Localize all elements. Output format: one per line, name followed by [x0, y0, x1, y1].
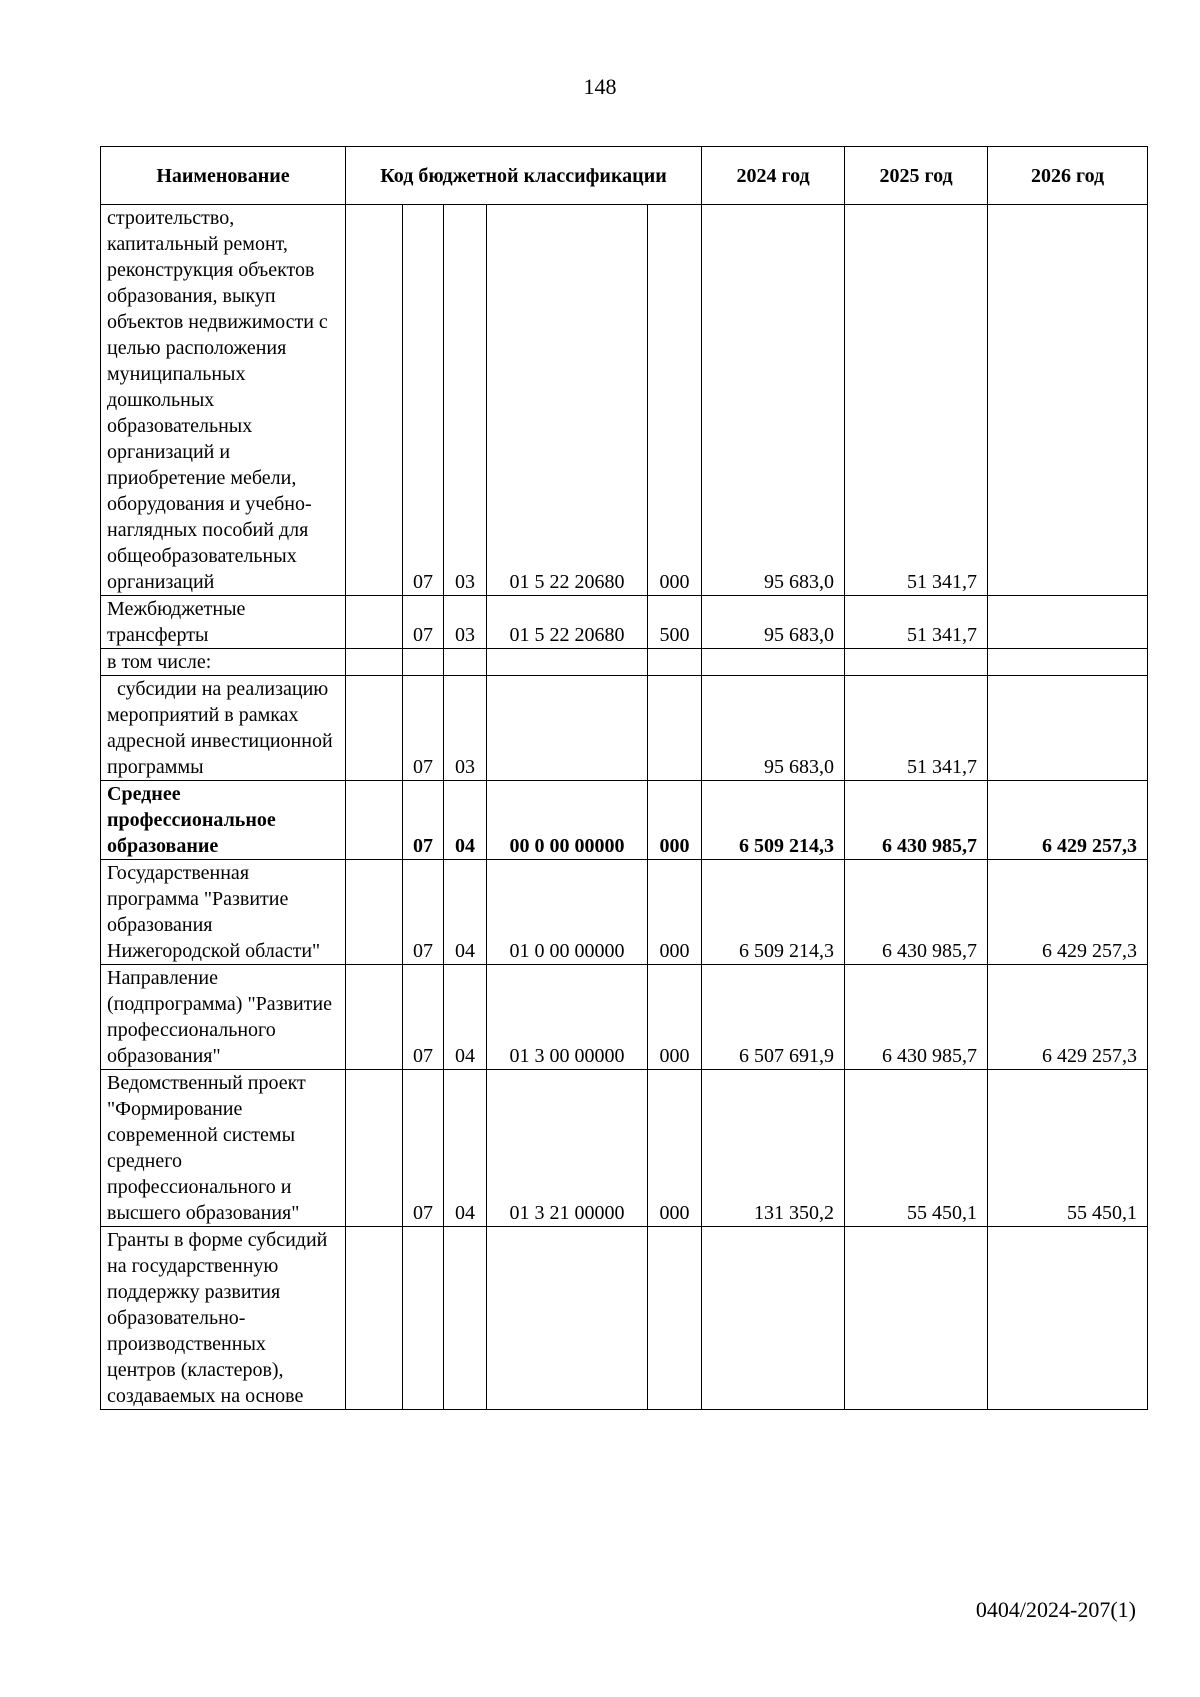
row-value-2025: 51 341,7 — [845, 676, 988, 781]
header-2024: 2024 год — [702, 147, 845, 205]
table-row — [101, 205, 1148, 596]
row-name: Гранты в форме субсидий на государственную поддержку развития образовательно-производственных центров (кластеров), создаваемых на основе — [101, 1227, 346, 1410]
row-expense-type: 000 — [648, 1070, 702, 1227]
row-value-2024: 6 507 691,9 — [702, 965, 845, 1070]
empty-cell — [346, 205, 403, 596]
table-row — [101, 1227, 1148, 1410]
row-section: 07 — [403, 676, 444, 781]
row-value-2026: 6 429 257,3 — [988, 965, 1148, 1070]
row-expense-type: 000 — [648, 205, 702, 596]
row-target-article — [487, 676, 648, 781]
row-target-article — [487, 649, 648, 676]
row-name: Государственная программа "Развитие образования Нижегородской области" — [101, 860, 346, 965]
empty-cell — [346, 965, 403, 1070]
row-expense-type: 000 — [648, 965, 702, 1070]
table-row — [101, 781, 1148, 860]
row-value-2024: 95 683,0 — [702, 596, 845, 649]
row-section: 07 — [403, 1070, 444, 1227]
row-target-article: 01 0 00 00000 — [487, 860, 648, 965]
empty-cell — [346, 781, 403, 860]
row-expense-type — [648, 649, 702, 676]
table-row — [101, 676, 1148, 781]
page-number: 148 — [583, 74, 617, 99]
row-subsection: 03 — [444, 205, 487, 596]
row-section: 07 — [403, 965, 444, 1070]
row-subsection: 04 — [444, 965, 487, 1070]
row-subsection: 04 — [444, 1070, 487, 1227]
row-value-2025: 6 430 985,7 — [845, 965, 988, 1070]
row-name: в том числе: — [101, 649, 346, 676]
row-value-2024: 95 683,0 — [702, 205, 845, 596]
table-row — [101, 649, 1148, 676]
row-section: 07 — [403, 781, 444, 860]
row-value-2025 — [845, 649, 988, 676]
empty-cell — [346, 649, 403, 676]
row-target-article: 00 0 00 00000 — [487, 781, 648, 860]
row-name: Среднее профессиональное образование — [101, 781, 346, 860]
row-section: 07 — [403, 596, 444, 649]
header-code: Код бюджетной классификации — [346, 147, 702, 205]
row-expense-type: 500 — [648, 596, 702, 649]
row-subsection: 03 — [444, 676, 487, 781]
table-header-row — [101, 147, 1148, 205]
row-value-2025: 6 430 985,7 — [845, 860, 988, 965]
row-value-2024: 131 350,2 — [702, 1070, 845, 1227]
row-section: 07 — [403, 205, 444, 596]
row-value-2024: 95 683,0 — [702, 676, 845, 781]
document-code: 0404/2024-207(1) — [975, 1597, 1136, 1622]
row-value-2024: 6 509 214,3 — [702, 781, 845, 860]
row-target-article: 01 3 00 00000 — [487, 965, 648, 1070]
budget-table — [100, 146, 1148, 1410]
row-value-2025: 55 450,1 — [845, 1070, 988, 1227]
row-value-2025 — [845, 1227, 988, 1410]
row-name: строительство, капитальный ремонт, реконструкция объектов образования, выкуп объектов недвижимости с целью расположения муниципальных дошкольных образовательных организаций и приобретение мебели, оборудования и учебно-наглядных пособий для общеобразовательных организаций — [101, 205, 346, 596]
header-2026: 2026 год — [988, 147, 1148, 205]
row-value-2025: 6 430 985,7 — [845, 781, 988, 860]
row-subsection — [444, 649, 487, 676]
row-value-2025: 51 341,7 — [845, 596, 988, 649]
table-row — [101, 965, 1148, 1070]
table-row — [101, 596, 1148, 649]
table-row — [101, 860, 1148, 965]
empty-cell — [346, 1227, 403, 1410]
row-subsection: 04 — [444, 781, 487, 860]
row-expense-type — [648, 676, 702, 781]
row-subsection — [444, 1227, 487, 1410]
row-value-2026 — [988, 649, 1148, 676]
row-name: Ведомственный проект "Формирование современной системы среднего профессионального и высшего образования" — [101, 1070, 346, 1227]
empty-cell — [346, 676, 403, 781]
row-name: Направление (подпрограмма) "Развитие профессионального образования" — [101, 965, 346, 1070]
header-name: Наименование — [101, 147, 346, 205]
row-value-2026: 6 429 257,3 — [988, 860, 1148, 965]
row-name: Межбюджетные трансферты — [101, 596, 346, 649]
row-value-2026 — [988, 1227, 1148, 1410]
row-value-2025: 51 341,7 — [845, 205, 988, 596]
row-expense-type: 000 — [648, 860, 702, 965]
row-subsection: 04 — [444, 860, 487, 965]
row-section: 07 — [403, 860, 444, 965]
empty-cell — [346, 596, 403, 649]
row-section — [403, 1227, 444, 1410]
row-value-2024 — [702, 1227, 845, 1410]
empty-cell — [346, 860, 403, 965]
row-value-2024: 6 509 214,3 — [702, 860, 845, 965]
row-value-2026 — [988, 676, 1148, 781]
header-2025: 2025 год — [845, 147, 988, 205]
row-value-2026 — [988, 596, 1148, 649]
row-value-2026: 55 450,1 — [988, 1070, 1148, 1227]
row-name: субсидии на реализацию мероприятий в рамках адресной инвестиционной программы — [101, 676, 346, 781]
row-target-article: 01 5 22 20680 — [487, 596, 648, 649]
row-value-2024 — [702, 649, 845, 676]
row-expense-type: 000 — [648, 781, 702, 860]
row-subsection: 03 — [444, 596, 487, 649]
table-row — [101, 1070, 1148, 1227]
row-section — [403, 649, 444, 676]
empty-cell — [346, 1070, 403, 1227]
row-target-article: 01 5 22 20680 — [487, 205, 648, 596]
row-target-article: 01 3 21 00000 — [487, 1070, 648, 1227]
row-value-2026: 6 429 257,3 — [988, 781, 1148, 860]
row-value-2026 — [988, 205, 1148, 596]
row-expense-type — [648, 1227, 702, 1410]
row-target-article — [487, 1227, 648, 1410]
